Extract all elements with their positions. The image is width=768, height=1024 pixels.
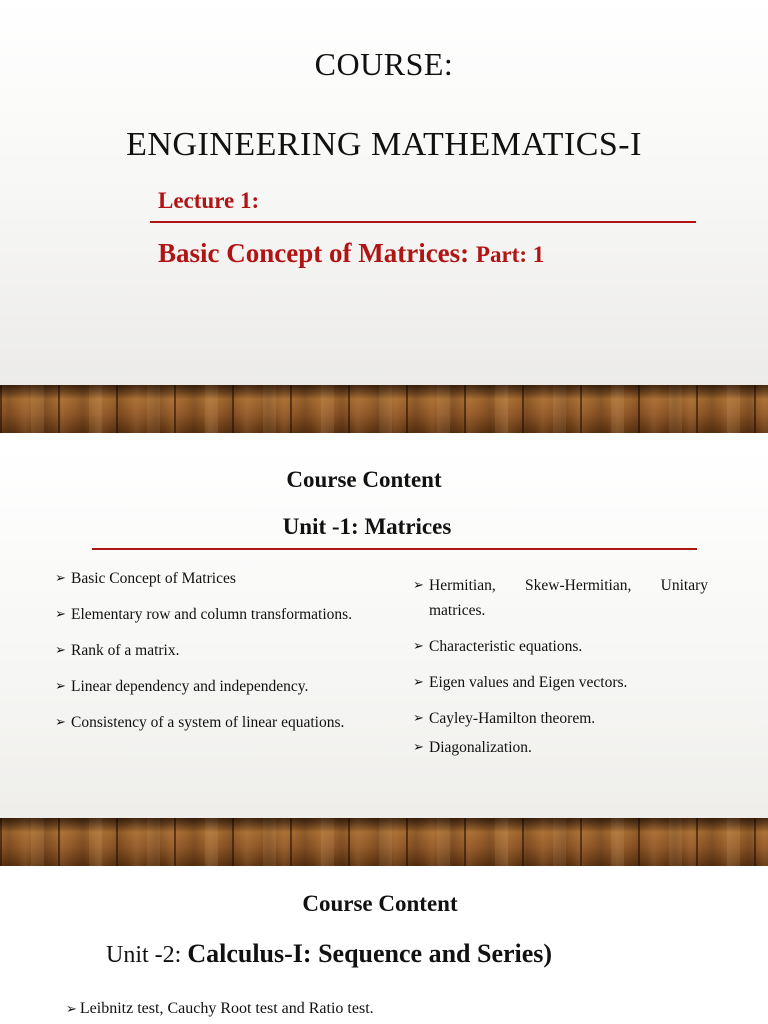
arrowhead-bullet-icon: ➢ <box>55 571 66 586</box>
lecture-title <box>158 238 544 269</box>
lecture-part: Part: 1 <box>475 242 545 267</box>
course-name: ENGINEERING MATHEMATICS-I <box>126 126 642 163</box>
list-item-text: Rank of a matrix. <box>71 642 180 659</box>
lecture-label: Lecture 1: <box>158 188 260 213</box>
list-item <box>413 634 708 659</box>
unit-name: Calculus-I: Sequence and Series <box>187 939 544 968</box>
arrowhead-bullet-icon: ➢ <box>55 607 66 622</box>
list-item <box>66 1000 374 1018</box>
list-item <box>413 573 708 623</box>
slide-title <box>0 0 768 433</box>
list-item <box>55 638 368 663</box>
list-item-text: Characteristic equations. <box>429 638 583 655</box>
list-item <box>413 670 708 695</box>
list-item <box>55 602 368 627</box>
floor-shadow <box>0 818 768 832</box>
arrowhead-bullet-icon: ➢ <box>413 740 424 755</box>
list-item-text: Elementary row and column transformations. <box>71 606 353 623</box>
unit-title: Unit -1: Matrices <box>282 514 452 539</box>
arrowhead-bullet-icon: ➢ <box>413 639 424 654</box>
course-heading: COURSE: <box>314 46 454 82</box>
list-item <box>55 710 368 735</box>
topic-list-left <box>55 566 368 746</box>
slide-course-content-unit1 <box>0 447 768 866</box>
unit-suffix: ) <box>543 939 553 968</box>
unit-title <box>106 939 552 969</box>
section-title: Course Content <box>302 891 458 916</box>
arrowhead-bullet-icon: ➢ <box>55 679 66 694</box>
list-item <box>413 706 708 731</box>
list-item-text: Consistency of a system of linear equations. <box>71 714 345 731</box>
list-item-text: Diagonalization. <box>429 739 532 756</box>
list-item-text: Cayley-Hamilton theorem. <box>429 710 596 727</box>
arrowhead-bullet-icon: ➢ <box>55 715 66 730</box>
arrowhead-bullet-icon: ➢ <box>66 1002 77 1017</box>
lecture-title-text: Basic Concept of Matrices: <box>158 238 470 268</box>
list-item-text: Leibnitz test, Cauchy Root test and Ratio test. <box>79 1000 374 1017</box>
arrowhead-bullet-icon: ➢ <box>413 711 424 726</box>
arrowhead-bullet-icon: ➢ <box>55 643 66 658</box>
list-item <box>413 735 708 760</box>
list-item-text: Basic Concept of Matrices <box>71 570 236 587</box>
arrowhead-bullet-icon: ➢ <box>413 675 424 690</box>
section-title: Course Content <box>286 467 442 492</box>
list-item-text: Eigen values and Eigen vectors. <box>429 674 628 691</box>
unit-divider <box>92 548 697 550</box>
list-item <box>55 566 368 591</box>
list-item-text: Hermitian, Skew-Hermitian, Unitary matrices. <box>429 577 708 619</box>
unit-prefix: Unit -2: <box>106 942 188 968</box>
slide-course-content-unit2 <box>0 866 768 1024</box>
title-divider <box>150 221 696 223</box>
arrowhead-bullet-icon: ➢ <box>413 578 424 593</box>
list-item <box>55 674 368 699</box>
topic-list-right <box>413 573 708 771</box>
list-item-text: Linear dependency and independency. <box>71 678 309 695</box>
floor-shadow <box>0 385 768 399</box>
